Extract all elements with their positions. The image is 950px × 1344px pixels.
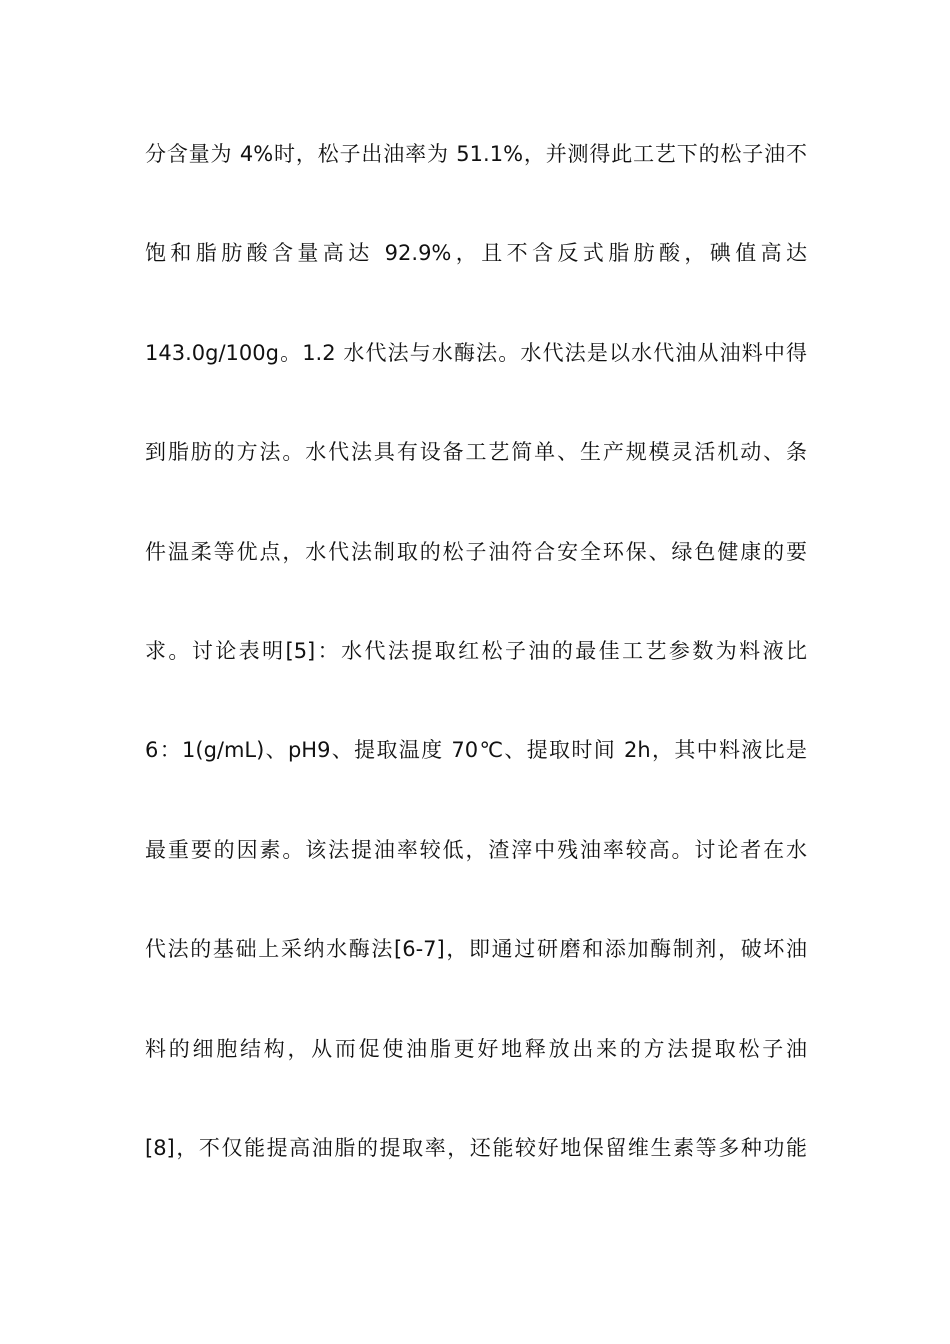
text-line: 到脂肪的方法。水代法具有设备工艺简单、生产规模灵活机动、条: [145, 440, 807, 465]
text-line: 料的细胞结构，从而促使油脂更好地释放出来的方法提取松子油: [145, 1036, 807, 1061]
text-line: [8]，不仅能提高油脂的提取率，还能较好地保留维生素等多种功能: [145, 1135, 807, 1160]
text-line: 代法的基础上采纳水酶法[6-7]，即通过研磨和添加酶制剂，破坏油: [145, 937, 807, 962]
body-text: [145, 130, 807, 1223]
text-line: 143.0g/100g。1.2 水代法与水酶法。水代法是以水代油从油料中得: [145, 340, 807, 365]
text-line: 求。讨论表明[5]：水代法提取红松子油的最佳工艺参数为料液比: [145, 638, 807, 663]
text-line: 6：1(g/mL)、pH9、提取温度 70℃、提取时间 2h，其中料液比是: [145, 738, 807, 763]
text-line: 件温柔等优点，水代法制取的松子油符合安全环保、绿色健康的要: [145, 539, 807, 564]
text-line: 饱和脂肪酸含量高达 92.9%，且不含反式脂肪酸，碘值高达: [145, 241, 807, 266]
text-line: 分含量为 4%时，松子出油率为 51.1%，并测得此工艺下的松子油不: [145, 142, 807, 166]
text-line: 最重要的因素。该法提油率较低，渣滓中残油率较高。讨论者在水: [145, 837, 807, 862]
